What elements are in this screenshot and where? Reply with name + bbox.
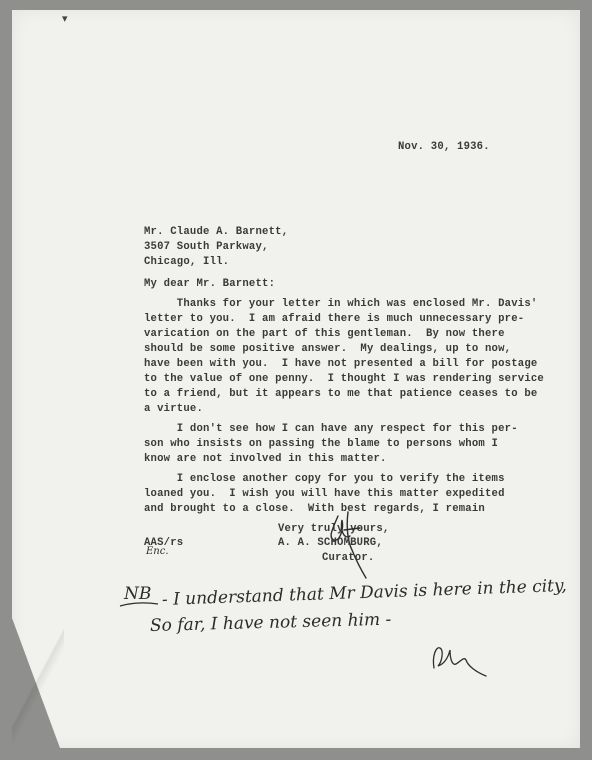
letter-date: Nov. 30, 1936. — [398, 141, 490, 153]
body-line: to the value of one penny. I thought I was rendering service — [144, 373, 544, 385]
body-line: and brought to a close. With best regards, I remain — [144, 503, 485, 515]
postscript-label: NB — [124, 584, 152, 604]
corner-mark-icon: ▾ — [62, 12, 68, 25]
body-line: to a friend, but it appears to me that patience ceases to be — [144, 388, 538, 400]
body-line: I don't see how I can have any respect for this per- — [144, 423, 518, 435]
body-line: letter to you. I am afraid there is much unnecessary pre- — [144, 313, 525, 325]
body-line: a virtue. — [144, 403, 204, 415]
enclosure-note: Enc. — [146, 546, 169, 557]
body-line: have been with you. I have not presented a bill for postage — [144, 358, 538, 370]
recipient-line: 3507 South Parkway, — [144, 241, 269, 253]
postscript-underline — [118, 600, 160, 610]
typist-initials: AAS/rs — [144, 537, 184, 549]
body-line: I enclose another copy for you to verify the items — [144, 473, 505, 485]
postscript-initials-icon — [420, 628, 492, 684]
corner-crease — [12, 613, 64, 748]
body-line: know are not involved in this matter. — [144, 453, 387, 465]
body-line: should be some positive answer. My dealings, up to now, — [144, 343, 512, 355]
closing: Very truly yours, — [278, 523, 390, 535]
body-line: varication on the part of this gentleman. By now there — [144, 328, 505, 340]
signer-name: A. A. SCHOMBURG, — [278, 537, 383, 549]
body-line: son who insists on passing the blame to persons whom I — [144, 438, 499, 450]
postscript-line: - I understand that Mr Davis is here in the city, — [161, 575, 568, 610]
signer-title: Curator. — [322, 552, 375, 564]
body-line: Thanks for your letter in which was enclosed Mr. Davis' — [144, 298, 538, 310]
recipient-line: Mr. Claude A. Barnett, — [144, 226, 289, 238]
recipient-line: Chicago, Ill. — [144, 256, 230, 268]
postscript-line: So far, I have not seen him - — [149, 609, 392, 636]
salutation: My dear Mr. Barnett: — [144, 278, 276, 290]
body-line: loaned you. I wish you will have this matter expedited — [144, 488, 505, 500]
